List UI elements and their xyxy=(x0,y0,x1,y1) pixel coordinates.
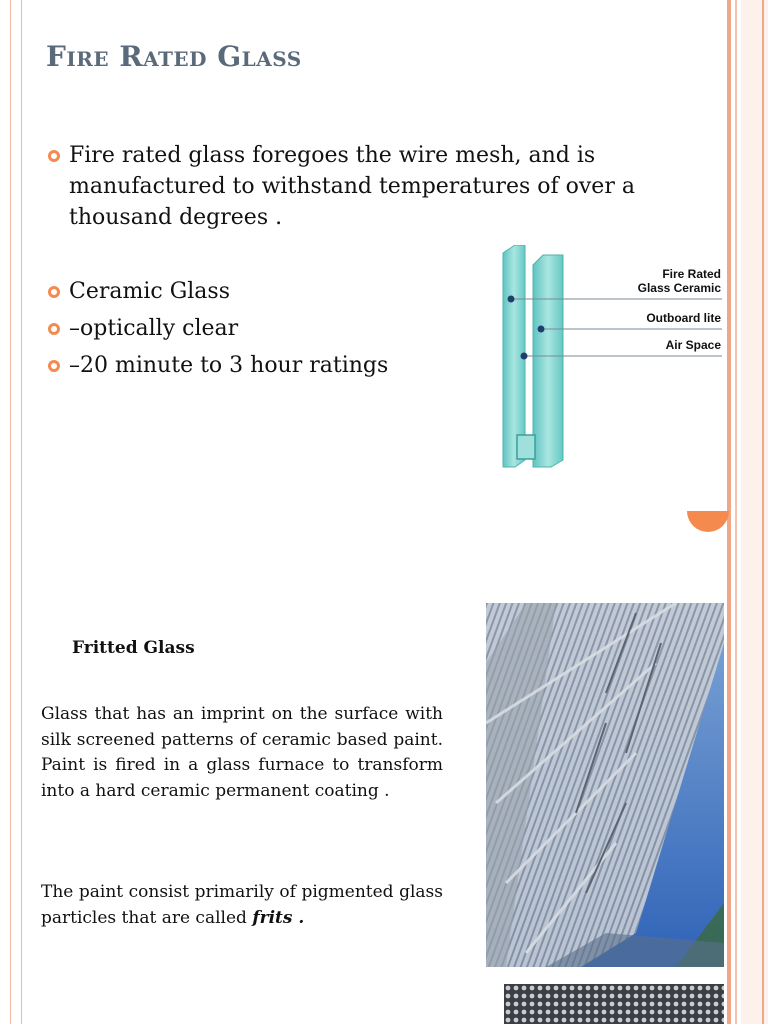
diagram-label: Air Space xyxy=(665,338,721,352)
bullet-circle-icon xyxy=(48,286,60,298)
bullet-text: Ceramic Glass xyxy=(69,279,231,304)
right-border-line xyxy=(762,0,764,1024)
diagram-label: Fire Rated xyxy=(662,267,721,281)
bullet-text: Fire rated glass foregoes the wire mesh, and is manufactured to withstand temperatures of over a thousand degrees . xyxy=(69,143,635,230)
bullet-text: –optically clear xyxy=(69,316,239,341)
left-border-line xyxy=(10,0,11,1024)
bullet-item xyxy=(48,276,230,307)
orange-half-circle-decoration xyxy=(687,490,729,532)
diagram-label: Outboard lite xyxy=(646,311,721,325)
frits-term: frits . xyxy=(252,907,305,928)
right-border-bar xyxy=(735,0,737,1024)
fritted-pattern-photo xyxy=(504,984,724,1024)
diagram-label: Glass Ceramic xyxy=(637,281,721,295)
section-heading: Fritted Glass xyxy=(72,638,195,658)
fritted-description: Glass that has an imprint on the surface with silk screened patterns of ceramic based paint. Paint is fired in a glass furnace to transform into a hard ceramic permanent coating . xyxy=(41,704,443,801)
bullet-text: –20 minute to 3 hour ratings xyxy=(69,353,389,378)
bullet-circle-icon xyxy=(48,150,60,162)
bullet-item xyxy=(48,313,238,344)
bullet-circle-icon xyxy=(48,323,60,335)
fritted-glass-facade-photo xyxy=(486,603,724,967)
page-title: Fire Rated Glass xyxy=(46,40,302,73)
left-border-line xyxy=(21,0,22,1024)
bullet-circle-icon xyxy=(48,360,60,372)
frits-text: The paint consist primarily of pigmented glass particles that are called xyxy=(41,882,443,928)
bullet-item xyxy=(48,350,388,381)
glass-section-diagram xyxy=(495,245,727,470)
frits-description xyxy=(41,880,443,931)
bullet-item xyxy=(48,140,668,233)
